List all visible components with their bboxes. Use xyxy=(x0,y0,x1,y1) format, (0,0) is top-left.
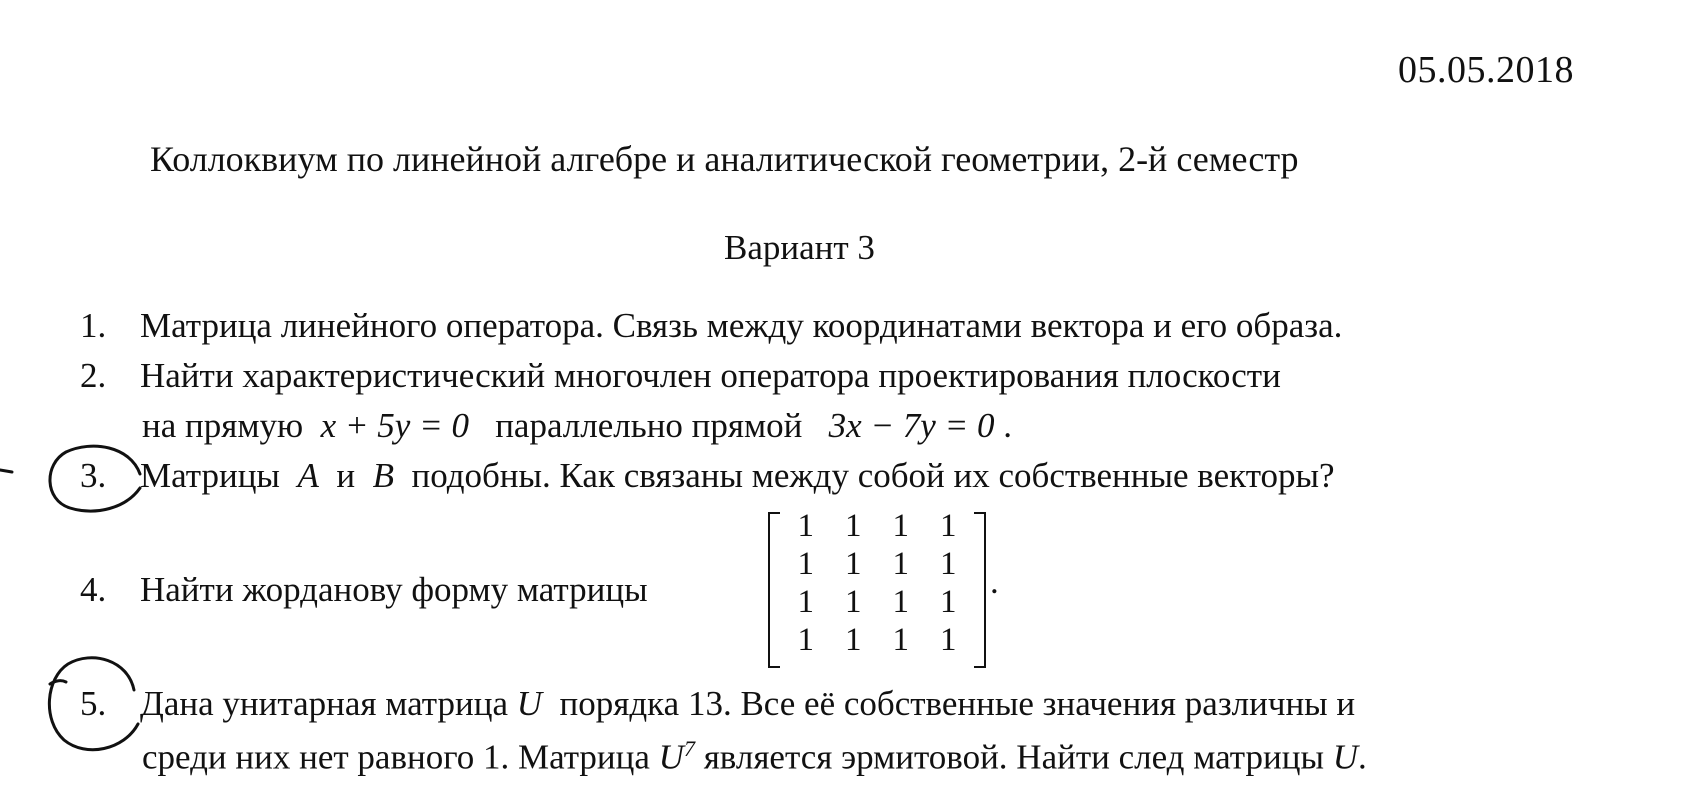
matrix-cell: 1 xyxy=(892,584,909,620)
matrix-cell: 1 xyxy=(797,508,814,544)
question-number: 4. xyxy=(80,570,107,609)
handwritten-dash xyxy=(0,470,12,472)
question-number: 1. xyxy=(80,306,107,345)
matrix-b-symbol: B xyxy=(372,456,394,495)
question-2 xyxy=(80,356,1281,396)
handwritten-tick xyxy=(50,681,66,684)
matrix-cell: 1 xyxy=(892,508,909,544)
variant-label: Вариант 3 xyxy=(724,228,875,267)
question-1 xyxy=(80,306,1342,346)
question-number: 3. xyxy=(80,456,107,495)
matrix-cell: 1 xyxy=(940,546,957,582)
matrix-cell: 1 xyxy=(845,584,862,620)
exam-title: Коллоквиум по линейной алгебре и аналитической геометрии, 2-й семестр xyxy=(150,139,1299,179)
question-number: 2. xyxy=(80,356,107,395)
question-5-continuation xyxy=(142,736,1367,778)
period: . xyxy=(1003,406,1012,445)
matrix-u-symbol: U xyxy=(1332,737,1359,777)
equation-line-2: 3x − 7y = 0 xyxy=(828,406,995,445)
matrix-cell: 1 xyxy=(797,584,814,620)
matrix-right-bracket xyxy=(974,512,986,668)
question-text: является эрмитовой. Найти след матрицы xyxy=(703,737,1324,777)
matrix-cell: 1 xyxy=(892,622,909,658)
question-text: подобны. Как связаны между собой их собственные векторы? xyxy=(411,456,1335,495)
equation-line-1: x + 5y = 0 xyxy=(320,406,469,445)
question-3 xyxy=(80,456,1335,496)
question-text: Дана унитарная матрица xyxy=(140,684,509,723)
matrix-cells xyxy=(782,508,972,660)
question-text: Найти характеристический многочлен оператора проектирования плоскости xyxy=(140,356,1281,395)
matrix-cell: 1 xyxy=(940,622,957,658)
question-text: Найти жорданову форму матрицы xyxy=(140,570,648,609)
matrix-left-bracket xyxy=(768,512,780,668)
question-2-continuation xyxy=(142,406,1012,446)
matrix-cell: 1 xyxy=(940,508,957,544)
question-4 xyxy=(80,570,648,610)
matrix-cell: 1 xyxy=(845,546,862,582)
question-text: и xyxy=(336,456,356,495)
matrix-cell: 1 xyxy=(845,508,862,544)
matrix-cell: 1 xyxy=(797,546,814,582)
question-text: на прямую xyxy=(142,406,304,445)
question-text: порядка 13. Все её собственные значения различны и xyxy=(559,684,1356,723)
matrix-cell: 1 xyxy=(940,584,957,620)
matrix-cell: 1 xyxy=(892,546,909,582)
matrix-a-symbol: A xyxy=(297,456,319,495)
matrix-cell: 1 xyxy=(845,622,862,658)
matrix-u-symbol: U xyxy=(658,737,684,777)
question-number: 5. xyxy=(80,684,107,723)
question-text: Матрицы xyxy=(140,456,280,495)
ones-matrix xyxy=(768,508,986,664)
question-5 xyxy=(80,684,1355,724)
exponent: 7 xyxy=(683,736,695,761)
question-text: параллельно прямой xyxy=(495,406,803,445)
matrix-cell: 1 xyxy=(797,622,814,658)
period: . xyxy=(1358,737,1367,777)
question-text: среди них нет равного 1. Матрица xyxy=(142,737,650,777)
exam-date: 05.05.2018 xyxy=(1398,49,1574,91)
matrix-u-symbol: U xyxy=(516,684,543,723)
question-text: Матрица линейного оператора. Связь между координатами вектора и его образа. xyxy=(140,306,1343,345)
period: . xyxy=(990,562,999,601)
